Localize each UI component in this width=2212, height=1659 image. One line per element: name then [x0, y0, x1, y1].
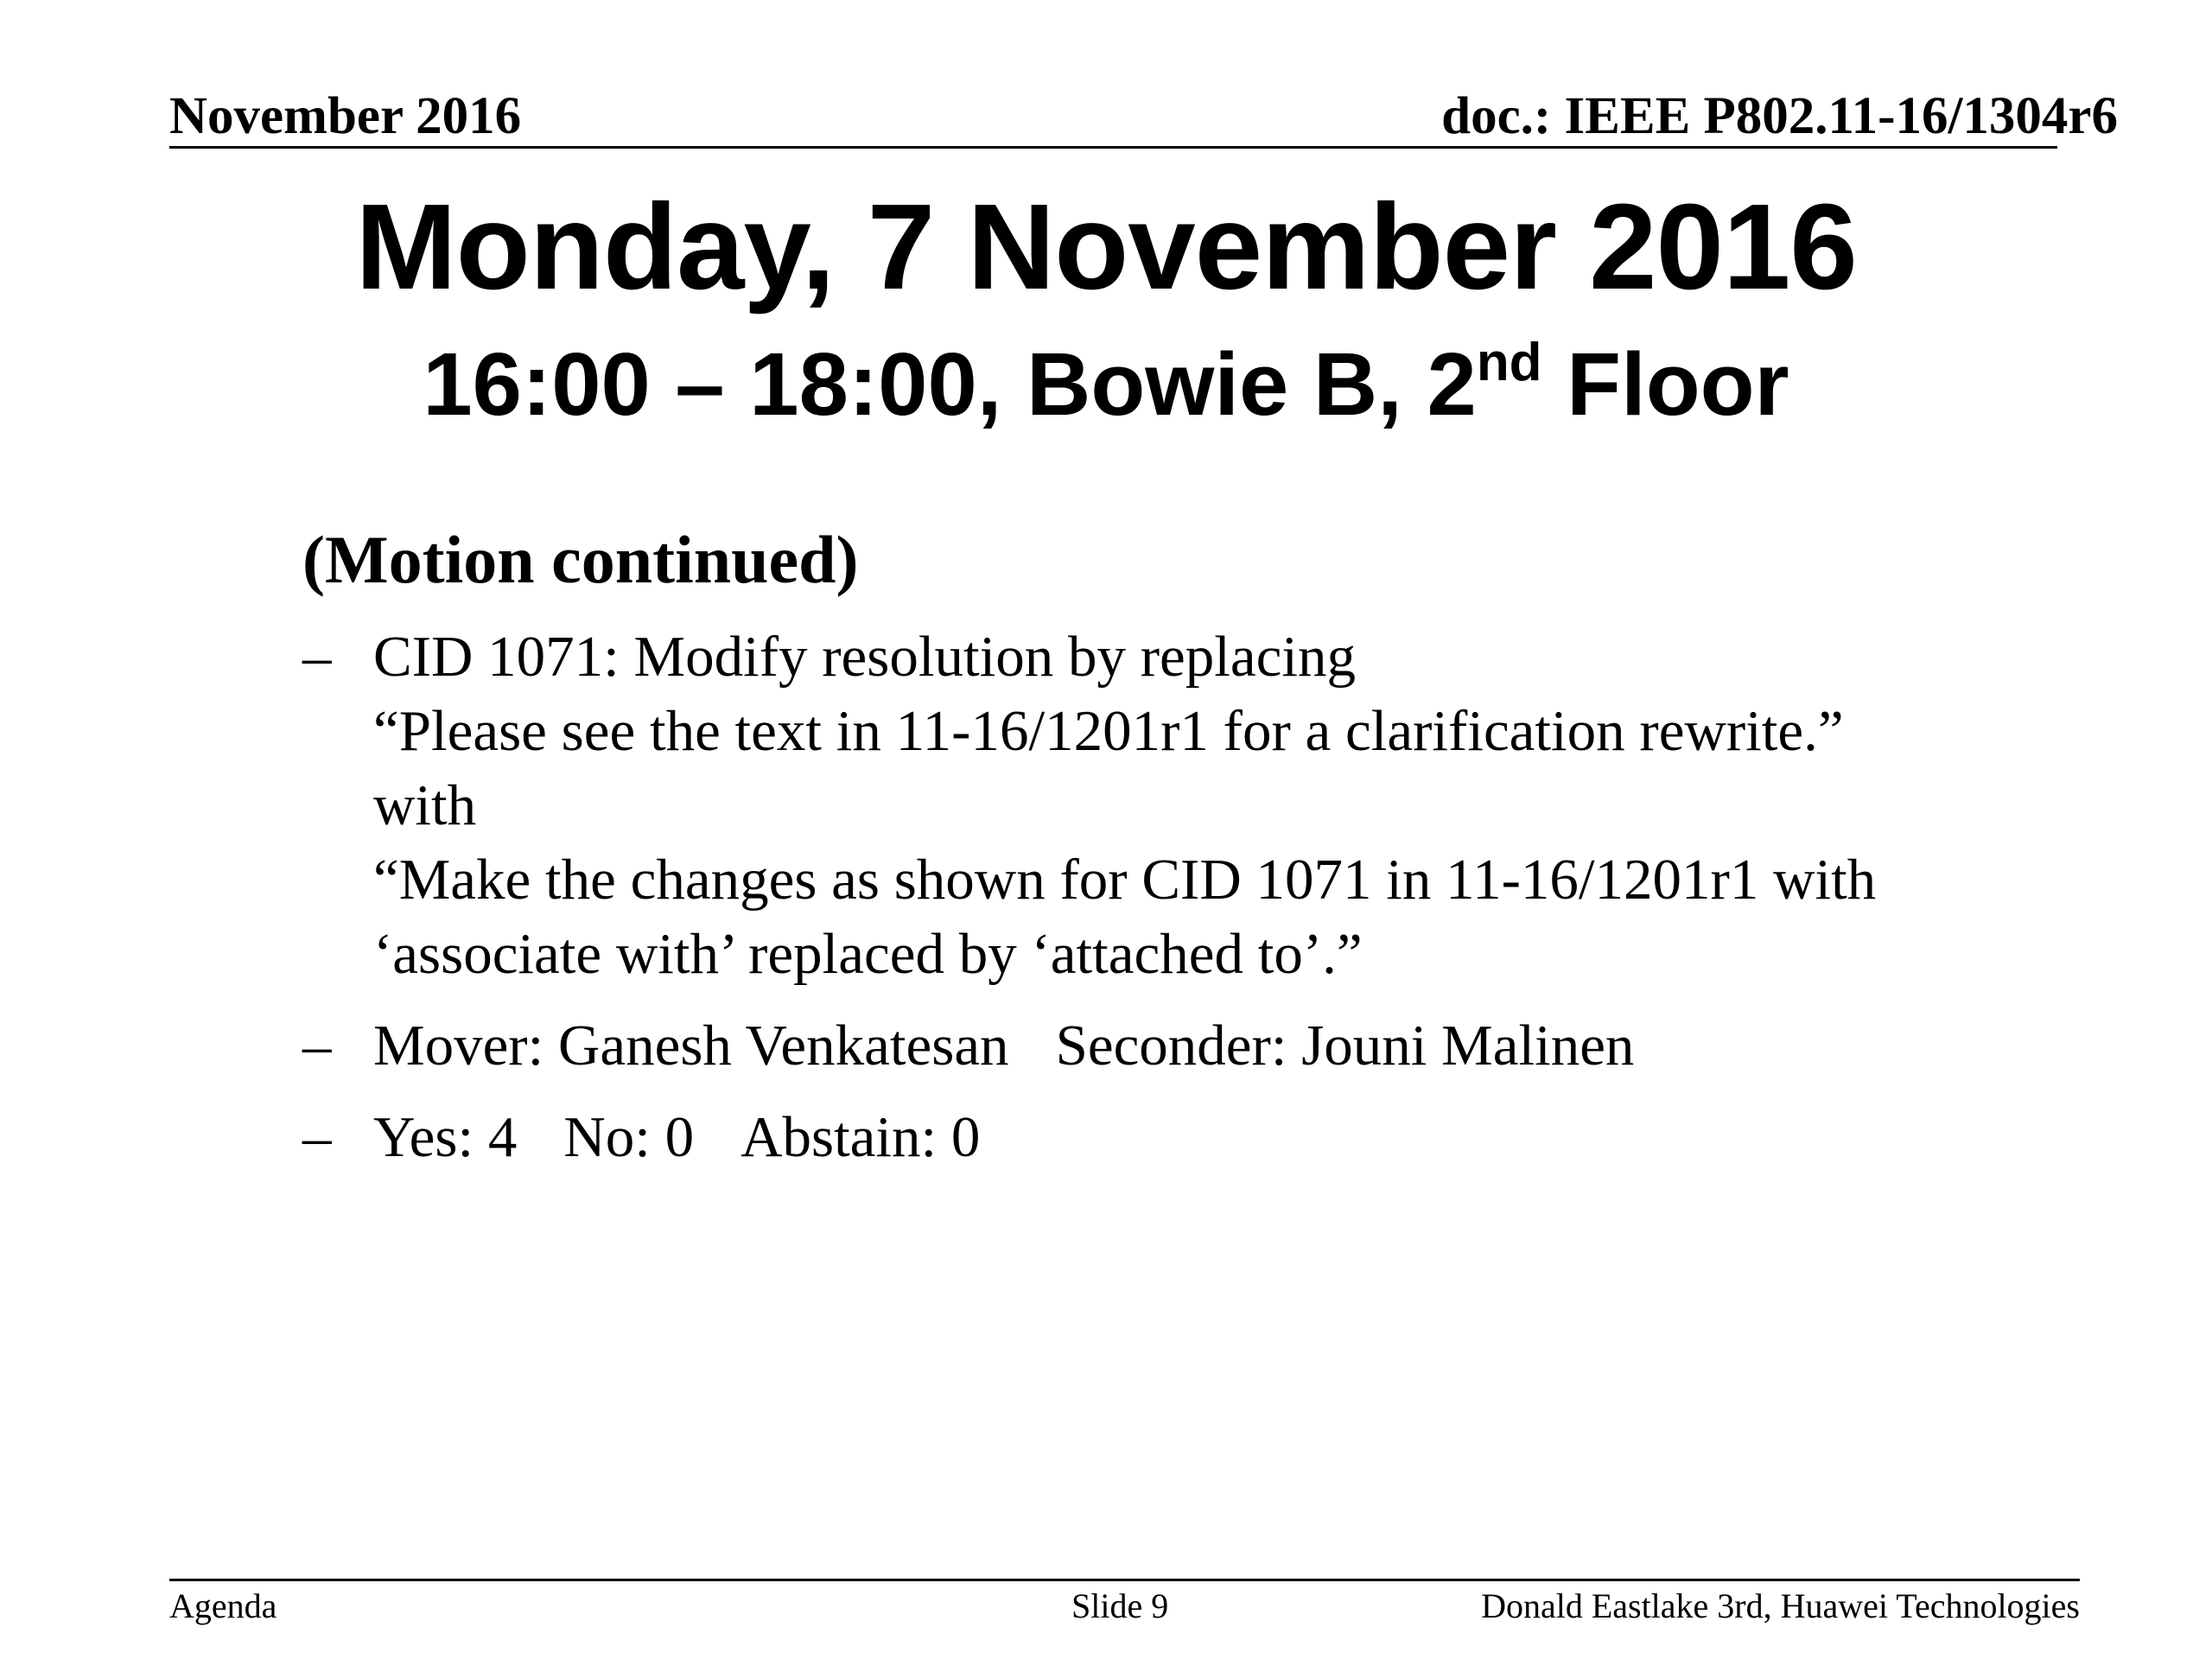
bullet-dash: – — [302, 1105, 332, 1169]
seconder-text: Seconder: Jouni Malinen — [1055, 1014, 1635, 1077]
item-text-line: ‘associate with’ replaced by ‘attached to’.” — [373, 922, 1363, 986]
slide-title: Monday, 7 November 2016 — [355, 178, 1857, 315]
slide-subtitle — [0, 333, 2212, 436]
header-doc-id: doc.: IEEE P802.11-16/1304r6 — [1441, 87, 2118, 145]
header-divider — [169, 146, 2057, 149]
bullet-dash: – — [302, 1014, 332, 1077]
footer-divider — [169, 1579, 2080, 1581]
item-text-line: “Make the changes as shown for CID 1071 in 11-16/1201r1 with — [373, 848, 1877, 912]
section-heading: (Motion continued) — [302, 522, 859, 597]
vote-no: No: 0 — [563, 1105, 695, 1169]
bullet-item-mover — [302, 1008, 2031, 1083]
vote-abstain: Abstain: 0 — [741, 1105, 981, 1169]
subtitle-prefix: 16:00 – 18:00, Bowie B, 2 — [423, 334, 1477, 434]
subtitle-suffix: Floor — [1541, 334, 1789, 434]
subtitle-superscript: nd — [1476, 333, 1542, 392]
item-text-line: with — [373, 773, 477, 837]
item-text-line: “Please see the text in 11-16/1201r1 for a clarification rewrite.” — [373, 699, 1844, 763]
mover-text: Mover: Ganesh Venkatesan — [373, 1014, 1009, 1077]
slide-header — [169, 86, 2118, 147]
vote-yes: Yes: 4 — [373, 1105, 518, 1169]
bullet-dash: – — [302, 625, 332, 689]
slide-number: Slide 9 — [1071, 1586, 1169, 1625]
bullet-item-cid — [302, 620, 2031, 991]
slide-body — [302, 518, 2031, 1192]
bullet-item-vote — [302, 1100, 2031, 1174]
footer-author: Donald Eastlake 3rd, Huawei Technologies — [1481, 1586, 2080, 1625]
header-date: November 2016 — [169, 87, 522, 145]
item-text-line: CID 1071: Modify resolution by replacing — [373, 625, 1356, 689]
slide-footer — [169, 1585, 2080, 1628]
footer-section: Agenda — [169, 1586, 277, 1625]
